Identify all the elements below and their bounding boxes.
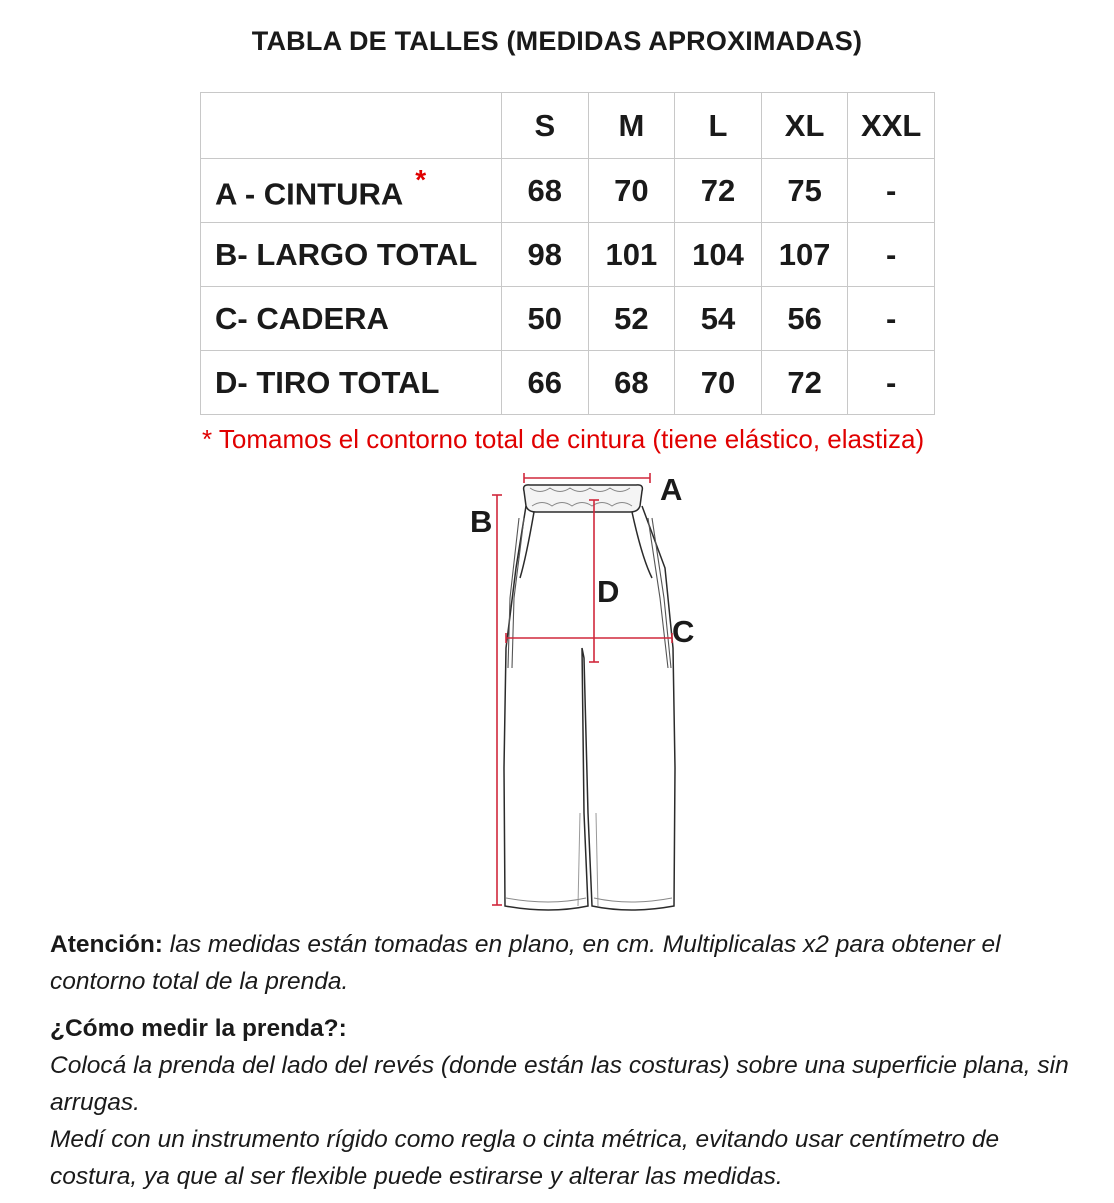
label-c: C	[672, 614, 695, 649]
attention-label: Atención:	[50, 931, 163, 958]
table-header-row	[201, 93, 935, 159]
size-header: L	[675, 93, 762, 159]
measure-cell: 75	[761, 159, 848, 223]
measuring-notes	[50, 926, 1090, 1195]
measure-cell: 68	[502, 159, 589, 223]
measure-cell: 107	[761, 223, 848, 287]
label-a: A	[660, 472, 683, 507]
size-header: M	[588, 93, 675, 159]
size-header: XL	[761, 93, 848, 159]
measure-cell: 50	[502, 287, 589, 351]
measure-cell: 104	[675, 223, 762, 287]
measure-cell: 98	[502, 223, 589, 287]
measure-cell: 68	[588, 351, 675, 415]
attention-paragraph	[50, 926, 1090, 1000]
howto-paragraph-2: Medí con un instrumento rígido como regla o cinta métrica, evitando usar centímetro de costura, ya que al ser flexible puede estirarse y alterar las medidas.	[50, 1126, 1000, 1190]
row-label: A - CINTURA	[215, 176, 404, 212]
measure-cell: -	[848, 351, 935, 415]
measure-cell: 101	[588, 223, 675, 287]
waist-footnote: * Tomamos el contorno total de cintura (tiene elástico, elastiza)	[202, 424, 925, 454]
table-row	[201, 287, 935, 351]
measure-cell: 70	[675, 351, 762, 415]
measure-cell: 72	[675, 159, 762, 223]
attention-text: las medidas están tomadas en plano, en cm. Multiplicalas x2 para obtener el contorno total de la prenda.	[50, 931, 1001, 995]
row-label: D- TIRO TOTAL	[215, 364, 440, 400]
measure-cell: -	[848, 287, 935, 351]
measure-cell: 72	[761, 351, 848, 415]
page-title: TABLA DE TALLES (MEDIDAS APROXIMADAS)	[251, 26, 863, 56]
howto-paragraph-1: Colocá la prenda del lado del revés (donde están las costuras) sobre una superficie plana, sin arrugas.	[50, 1052, 1069, 1116]
header-empty-cell	[201, 93, 502, 159]
table-row	[201, 223, 935, 287]
measure-cell: -	[848, 223, 935, 287]
row-label-cell	[201, 159, 502, 223]
measure-cell: 54	[675, 287, 762, 351]
label-d: D	[597, 574, 620, 609]
size-header: XXL	[848, 93, 935, 159]
table-row	[201, 159, 935, 223]
label-b: B	[470, 504, 493, 539]
row-label-cell	[201, 351, 502, 415]
size-header: S	[502, 93, 589, 159]
required-asterisk: *	[415, 164, 427, 196]
pants-outline	[504, 485, 675, 910]
measure-cell: 66	[502, 351, 589, 415]
size-chart-table	[200, 92, 935, 415]
measure-cell: 70	[588, 159, 675, 223]
row-label: C- CADERA	[215, 300, 389, 336]
row-label-cell	[201, 223, 502, 287]
measure-cell: 52	[588, 287, 675, 351]
measure-cell: -	[848, 159, 935, 223]
measure-cell: 56	[761, 287, 848, 351]
row-label-cell	[201, 287, 502, 351]
pants-diagram	[460, 468, 720, 918]
row-label: B- LARGO TOTAL	[215, 236, 478, 272]
howto-title: ¿Cómo medir la prenda?:	[50, 1015, 347, 1042]
table-row	[201, 351, 935, 415]
